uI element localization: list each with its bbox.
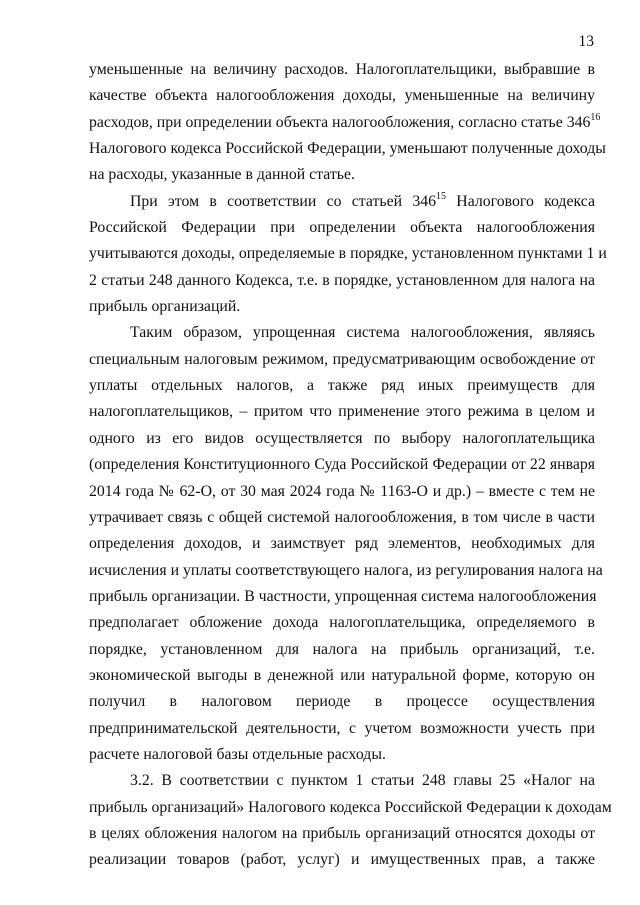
text-line: качестве объекта налогообложения доходы, уменьшенные на величину	[89, 87, 595, 105]
text-line: уплаты отдельных налогов, а также ряд иных преимуществ для	[89, 377, 595, 395]
text-line: на расходы, указанные в данной статье.	[89, 166, 355, 184]
text-fragment: расходов, при определении объекта налогообложения, согласно статье 346	[89, 113, 591, 131]
text-line: экономической выгоды в денежной или натуральной форме, которую он	[89, 666, 595, 684]
text-line: 2014 года № 62-О, от 30 мая 2024 года № 1163-О и др.) – вместе с тем не	[89, 482, 595, 500]
text-line: предполагает обложение дохода налогоплательщика, определяемого в	[89, 614, 595, 632]
text-line: уменьшенные на величину расходов. Налогоплательщики, выбравшие в	[89, 61, 595, 78]
paragraph-3	[89, 320, 603, 768]
text-line: учитываются доходы, определяемые в порядке, установленном пунктами 1 и	[89, 245, 607, 263]
article-superscript: 16	[590, 111, 601, 123]
text-line: исчисления и уплаты соответствующего налога, из регулирования налога на	[89, 561, 603, 579]
text-fragment: При этом в соответствии со статьей 346	[130, 192, 437, 210]
text-line: в целях обложения налогом на прибыль организаций относятся доходы от	[89, 824, 595, 842]
text-line: реализации товаров (работ, услуг) и имущественных прав, а также	[89, 851, 595, 869]
document-body	[89, 57, 612, 874]
text-line: Российской Федерации при определении объекта налогообложения	[89, 219, 595, 237]
text-line: прибыль организации. В частности, упрощенная система налогообложения	[89, 587, 597, 605]
text-line: порядке, установленном для налога на прибыль организаций, т.е.	[89, 640, 595, 658]
text-line: (определения Конституционного Суда Российской Федерации от 22 января	[89, 456, 595, 474]
text-line: определения доходов, и заимствует ряд элементов, необходимых для	[89, 535, 595, 553]
text-line: Налогового кодекса Российской Федерации, уменьшают полученные доходы	[89, 140, 606, 158]
page-number: 13	[578, 33, 594, 50]
text-line: расчете налоговой базы отдельные расходы.	[89, 745, 386, 763]
text-fragment: Налогового кодекса	[446, 192, 595, 210]
text-line: 2 статьи 248 данного Кодекса, т.е. в порядке, установленном для налога на	[89, 271, 595, 289]
text-line	[89, 110, 601, 136]
paragraph-1	[89, 57, 606, 189]
text-line: Таким образом, упрощенная система налогообложения, являясь	[130, 324, 595, 342]
text-line: одного из его видов осуществляется по выбору налогоплательщика	[89, 429, 595, 447]
text-line: специальным налоговым режимом, предусматривающим освобождение от	[89, 350, 595, 368]
paragraph-2	[89, 189, 607, 321]
text-line: утрачивает связь с общей системой налогообложения, в том числе в части	[89, 508, 595, 526]
article-superscript: 15	[436, 190, 447, 202]
text-line: прибыль организаций.	[89, 298, 241, 316]
paragraph-4	[89, 768, 612, 873]
text-line: 3.2. В соответствии с пунктом 1 статьи 248 главы 25 «Налог на	[130, 772, 595, 790]
text-line: получил в налоговом периоде в процессе осуществления	[89, 693, 595, 711]
text-line: прибыль организаций» Налогового кодекса Российской Федерации к доходам	[89, 798, 612, 816]
text-line: налогоплательщиков, – притом что применение этого режима в целом и	[89, 403, 595, 421]
text-line	[89, 189, 595, 215]
text-line: предпринимательской деятельности, с учетом возможности учесть при	[89, 719, 595, 737]
